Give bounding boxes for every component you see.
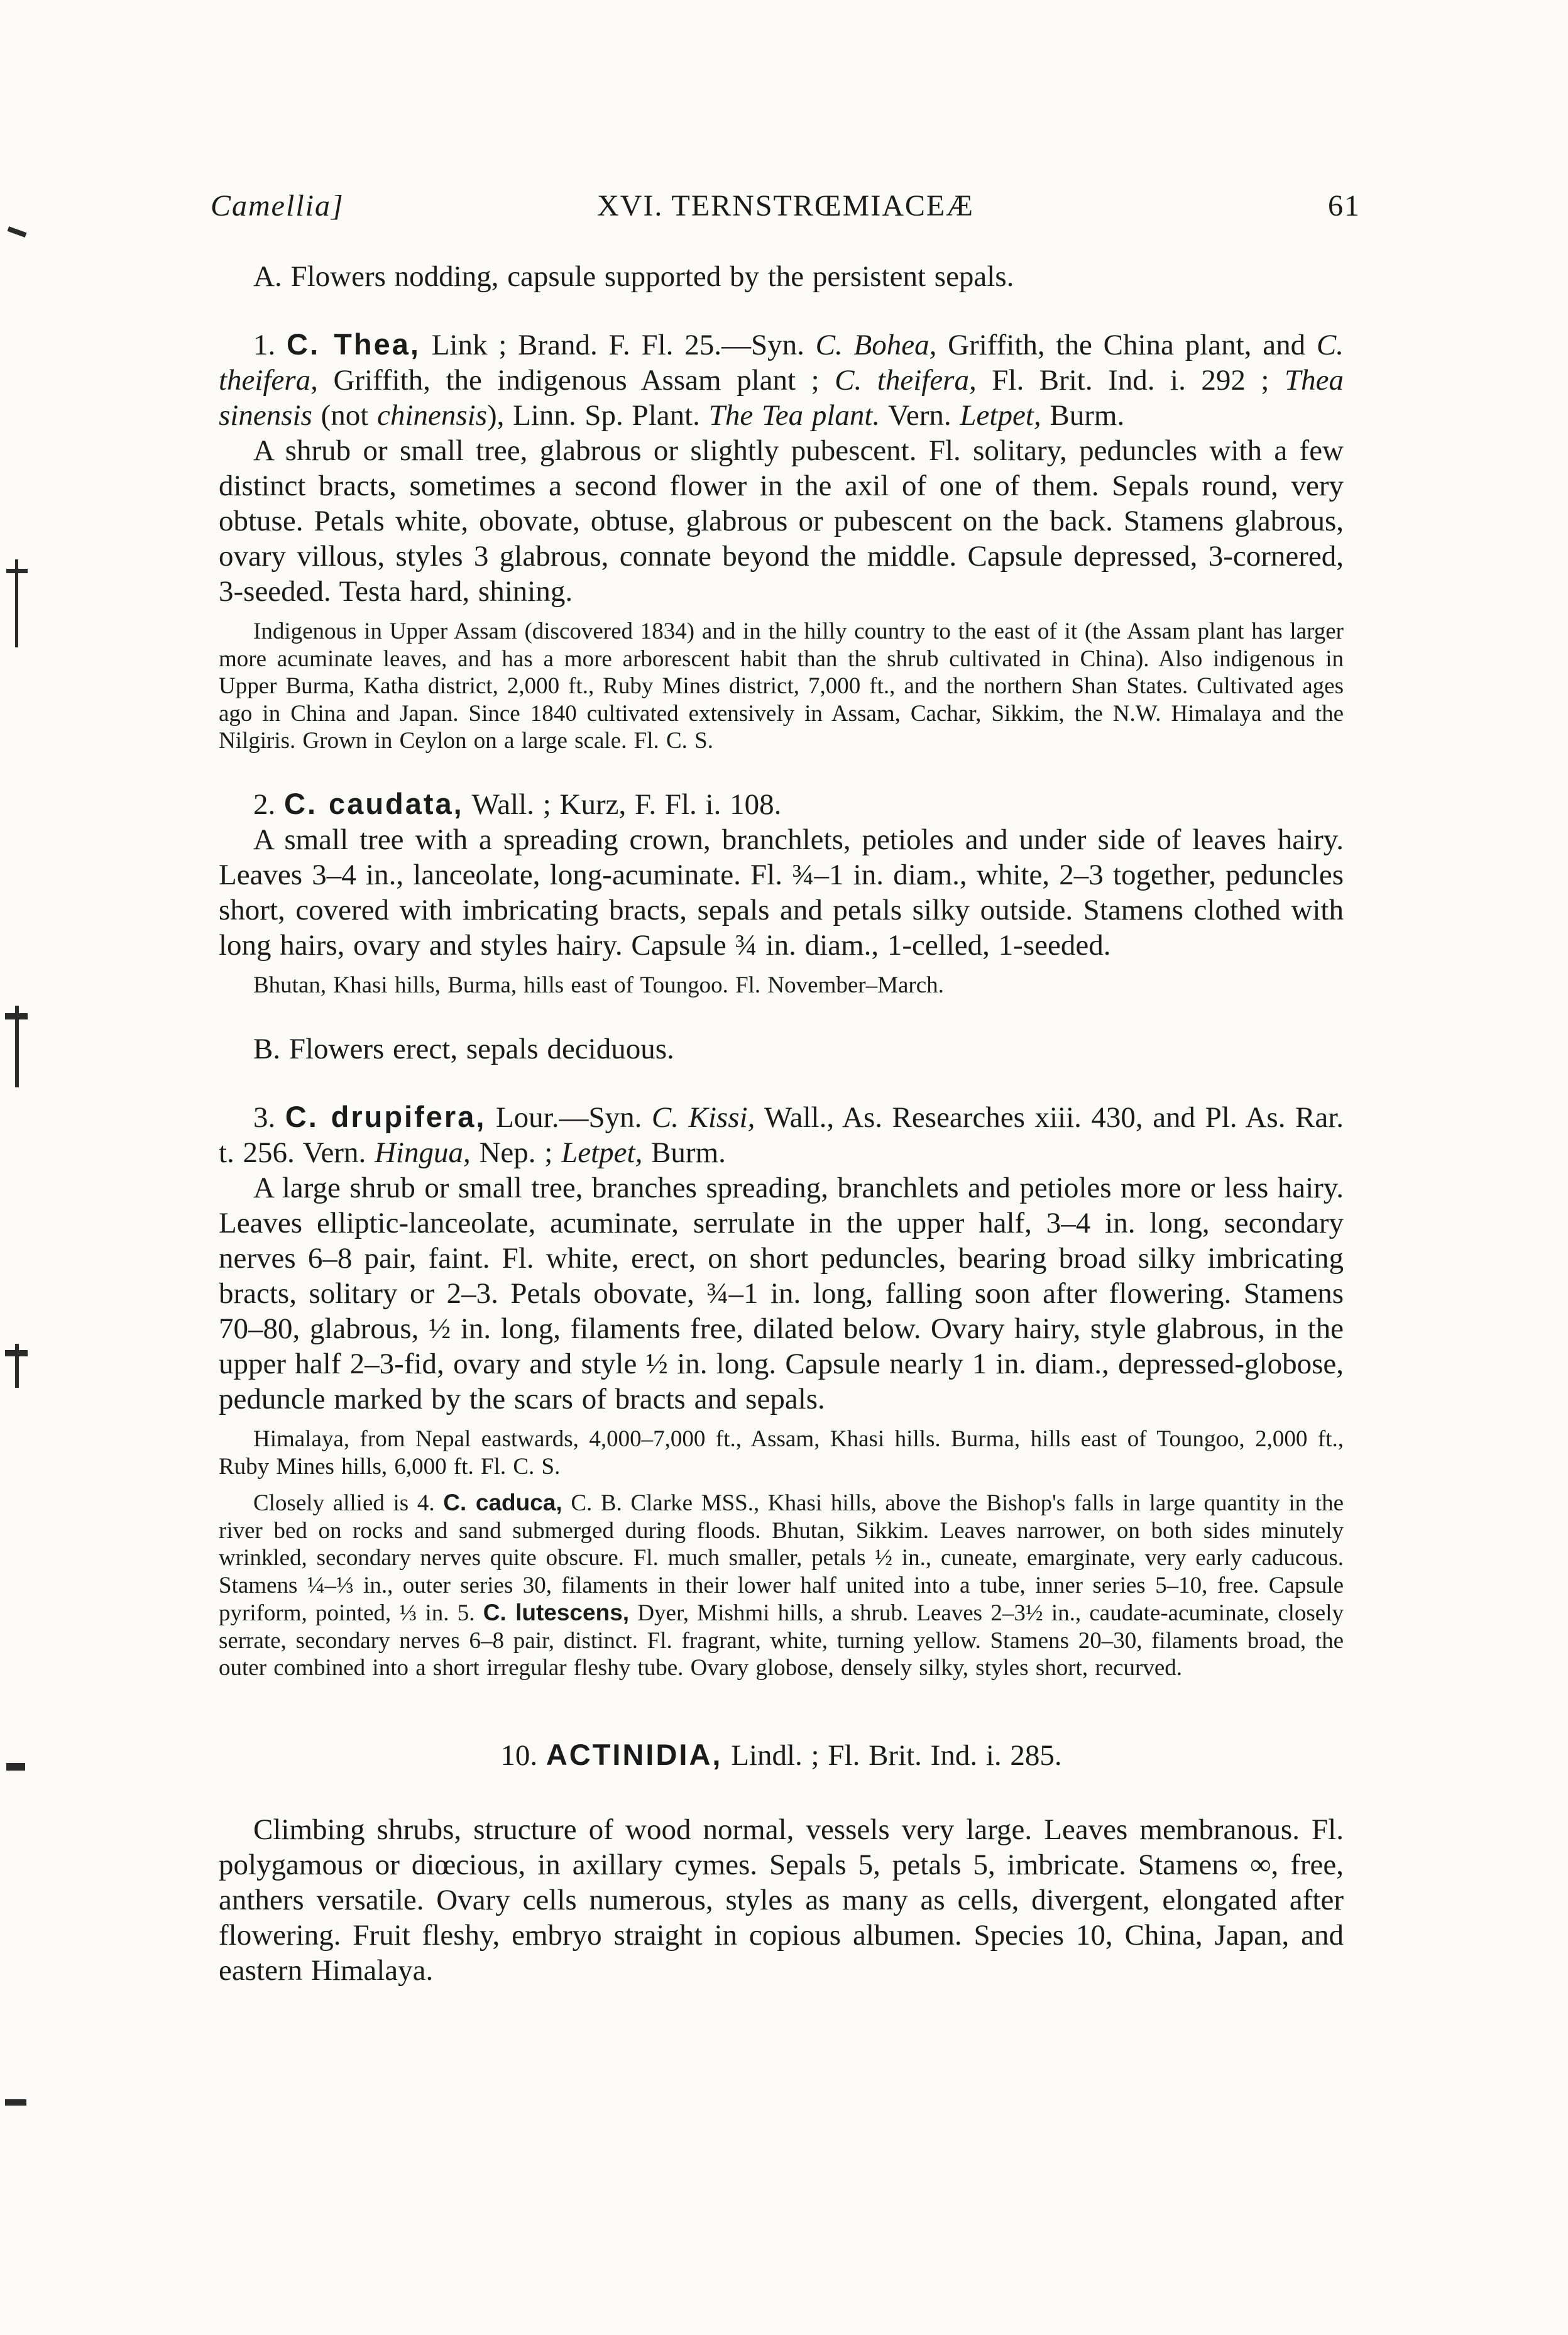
species-name: C. caduca, bbox=[443, 1490, 562, 1515]
synonym: Thea sinensis bbox=[219, 364, 1344, 432]
reference-text: Lindl. ; Fl. Brit. Ind. i. 285. bbox=[722, 1739, 1062, 1772]
species-number: 2. bbox=[253, 788, 276, 821]
distribution-note: Indigenous in Upper Assam (discovered 1834) and in the hilly country to the east of it (the Assam plant has larger more acuminate leaves, and has a more arborescent habit than the shrub cultivated in China). Also indigenous in Upper Burma, Katha district, 2,000 ft., Ruby Mines district, 7,000 ft., and the northern Shan States. Cultivated ages ago in China and Japan. Since 1840 cultivated extensively in Assam, Cachar, Sikkim, the N.W. Himalaya and the Nilgiris. Grown in Ceylon on a large scale. Fl. C. S. bbox=[219, 618, 1344, 754]
header-genus: Camellia] bbox=[211, 189, 344, 223]
reference-text: ), Linn. Sp. Plant. bbox=[487, 399, 709, 432]
genus-heading bbox=[219, 1737, 1344, 1773]
reference-text: Burm. bbox=[1041, 399, 1125, 432]
header-title: XVI. TERNSTRŒMIACEÆ bbox=[597, 189, 974, 223]
reference-text: Griffith, the indigenous Assam plant ; bbox=[317, 364, 835, 397]
genus-number: 10. bbox=[500, 1739, 538, 1772]
common-name: The Tea plant. bbox=[708, 399, 880, 432]
species-description: A large shrub or small tree, branches spreading, branchlets and petioles more or less hairy. Leaves elliptic-lanceolate, acuminate, serrulate in the upper half, 3–4 in. long, secondary nerves 6–8 pair, faint. Fl. white, erect, on short peduncles, bearing broad silky imbricating bracts, solitary or 2–3. Petals obovate, ¾–1 in. long, falling soon after flowering. Stamens 70–80, glabrous, ½ in. long, filaments free, dilated below. Ovary hairy, style glabrous, in the upper half 2–3-fid, ovary and style ½ in. long. Capsule nearly 1 in. diam., depressed-globose, peduncle marked by the scars of bracts and sepals. bbox=[219, 1172, 1344, 1415]
reference-text: Nep. ; bbox=[470, 1136, 562, 1169]
synonym: C. theifera, bbox=[219, 329, 1344, 397]
page-body bbox=[219, 259, 1344, 1988]
species-description: A small tree with a spreading crown, branchlets, petioles and under side of leaves hairy. Leaves 3–4 in., lanceolate, long-acuminate. Fl. ¾–1 in. diam., white, 2–3 together, peduncles short, covered with imbricating bracts, sepals and petals silky outside. Stamens clothed with long hairs, ovary and styles hairy. Capsule ¾ in. diam., 1-celled, 1-seeded. bbox=[219, 823, 1344, 962]
genus-description: Climbing shrubs, structure of wood normal, vessels very large. Leaves membranous. Fl. polygamous or diœcious, in axillary cymes. Sepals 5, petals 5, imbricate. Stamens ∞, free, anthers versatile. Ovary cells numerous, styles as many as cells, divergent, elongated after flowering. Fruit fleshy, embryo straight in copious albumen. Species 10, China, Japan, and eastern Himalaya. bbox=[219, 1813, 1344, 1987]
reference-text: Lour.—Syn. bbox=[486, 1101, 652, 1134]
species-name: C. Thea, bbox=[287, 327, 420, 361]
reference-text: (not bbox=[312, 399, 378, 432]
distribution-note: Bhutan, Khasi hills, Burma, hills east of Toungoo. Fl. November–March. bbox=[253, 972, 944, 998]
note-text: Dyer, Mishmi hills, a shrub. Leaves 2–3½ in., caudate-acuminate, closely serrate, secondary nerves 6–8 pair, distinct. Fl. fragrant, white, turning yellow. Stamens 20–30, filaments broad, the outer combined into a short irregular fleshy tube. Ovary globose, densely silky, styles short, recurved. bbox=[219, 1600, 1344, 1681]
section-a-heading: A. Flowers nodding, capsule supported by the persistent sepals. bbox=[253, 260, 1014, 293]
species-entry-caudata bbox=[219, 786, 1344, 822]
species-name: C. drupifera, bbox=[285, 1100, 486, 1133]
species-description: A shrub or small tree, glabrous or slightly pubescent. Fl. solitary, peduncles with a few distinct bracts, sometimes a second flower in the axil of one of them. Sepals round, very obtuse. Petals white, obovate, obtuse, glabrous or pubescent on the back. Stamens glabrous, ovary villous, styles 3 glabrous, connate beyond the middle. Capsule depressed, 3-cornered, 3-seeded. Testa hard, shining. bbox=[219, 434, 1344, 608]
reference-text: Wall. ; Kurz, F. Fl. i. 108. bbox=[463, 788, 782, 821]
synonym: chinensis bbox=[377, 399, 487, 432]
note-text: C. B. Clarke MSS., Khasi hills, above the Bishop's falls in large quantity in the river bed on rocks and sand submerged during floods. Bhutan, Sikkim. Leaves narrower, on both sides minutely wrinkled, secondary nerves quite obscure. Fl. much smaller, petals ½ in., cuneate, emarginate, very early caducous. Stamens ¼–⅓ in., outer series 30, filaments in their lower half united into a tube, inner series 5–10, free. Capsule pyriform, pointed, ⅓ in. 5. bbox=[219, 1490, 1344, 1626]
synonym: C. Bohea, bbox=[815, 329, 937, 361]
note-text: Closely allied is 4. bbox=[253, 1490, 444, 1516]
margin-mark bbox=[15, 1344, 19, 1388]
reference-text: Vern. bbox=[880, 399, 960, 432]
species-name: C. caudata, bbox=[284, 786, 464, 820]
running-header bbox=[211, 189, 1361, 239]
reference-text: Griffith, the China plant, and bbox=[936, 329, 1317, 361]
reference-text: Burm. bbox=[642, 1136, 726, 1169]
vernacular-name: Letpet, bbox=[960, 399, 1041, 432]
margin-mark bbox=[6, 1763, 25, 1771]
species-name: C. lutescens, bbox=[483, 1600, 630, 1625]
species-number: 3. bbox=[253, 1101, 276, 1134]
synonym: C. Kissi, bbox=[651, 1101, 755, 1134]
genus-name: ACTINIDIA, bbox=[546, 1737, 723, 1771]
margin-mark bbox=[15, 559, 18, 647]
allied-species-note bbox=[219, 1489, 1344, 1682]
margin-mark bbox=[8, 226, 27, 238]
reference-text: Link ; Brand. F. Fl. 25.—Syn. bbox=[420, 329, 816, 361]
section-b-heading: B. Flowers erect, sepals deciduous. bbox=[253, 1033, 674, 1065]
vernacular-name: Letpet, bbox=[561, 1136, 643, 1169]
reference-text: Fl. Brit. Ind. i. 292 ; bbox=[976, 364, 1285, 397]
synonym: C. theifera, bbox=[835, 364, 977, 397]
margin-mark bbox=[15, 1006, 19, 1087]
margin-mark bbox=[5, 2099, 26, 2106]
distribution-note: Himalaya, from Nepal eastwards, 4,000–7,000 ft., Assam, Khasi hills. Burma, hills east of Toungoo, 2,000 ft., Ruby Mines hills, 6,000 ft. Fl. C. S. bbox=[219, 1426, 1344, 1480]
species-number: 1. bbox=[253, 329, 276, 361]
vernacular-name: Hingua, bbox=[374, 1136, 471, 1169]
page-number: 61 bbox=[1328, 189, 1361, 223]
species-entry-drupifera bbox=[219, 1099, 1344, 1170]
reference-text: Wall., As. Researches xiii. 430, and Pl. As. Rar. t. 256. Vern. bbox=[219, 1101, 1344, 1169]
species-entry-thea bbox=[219, 327, 1344, 433]
